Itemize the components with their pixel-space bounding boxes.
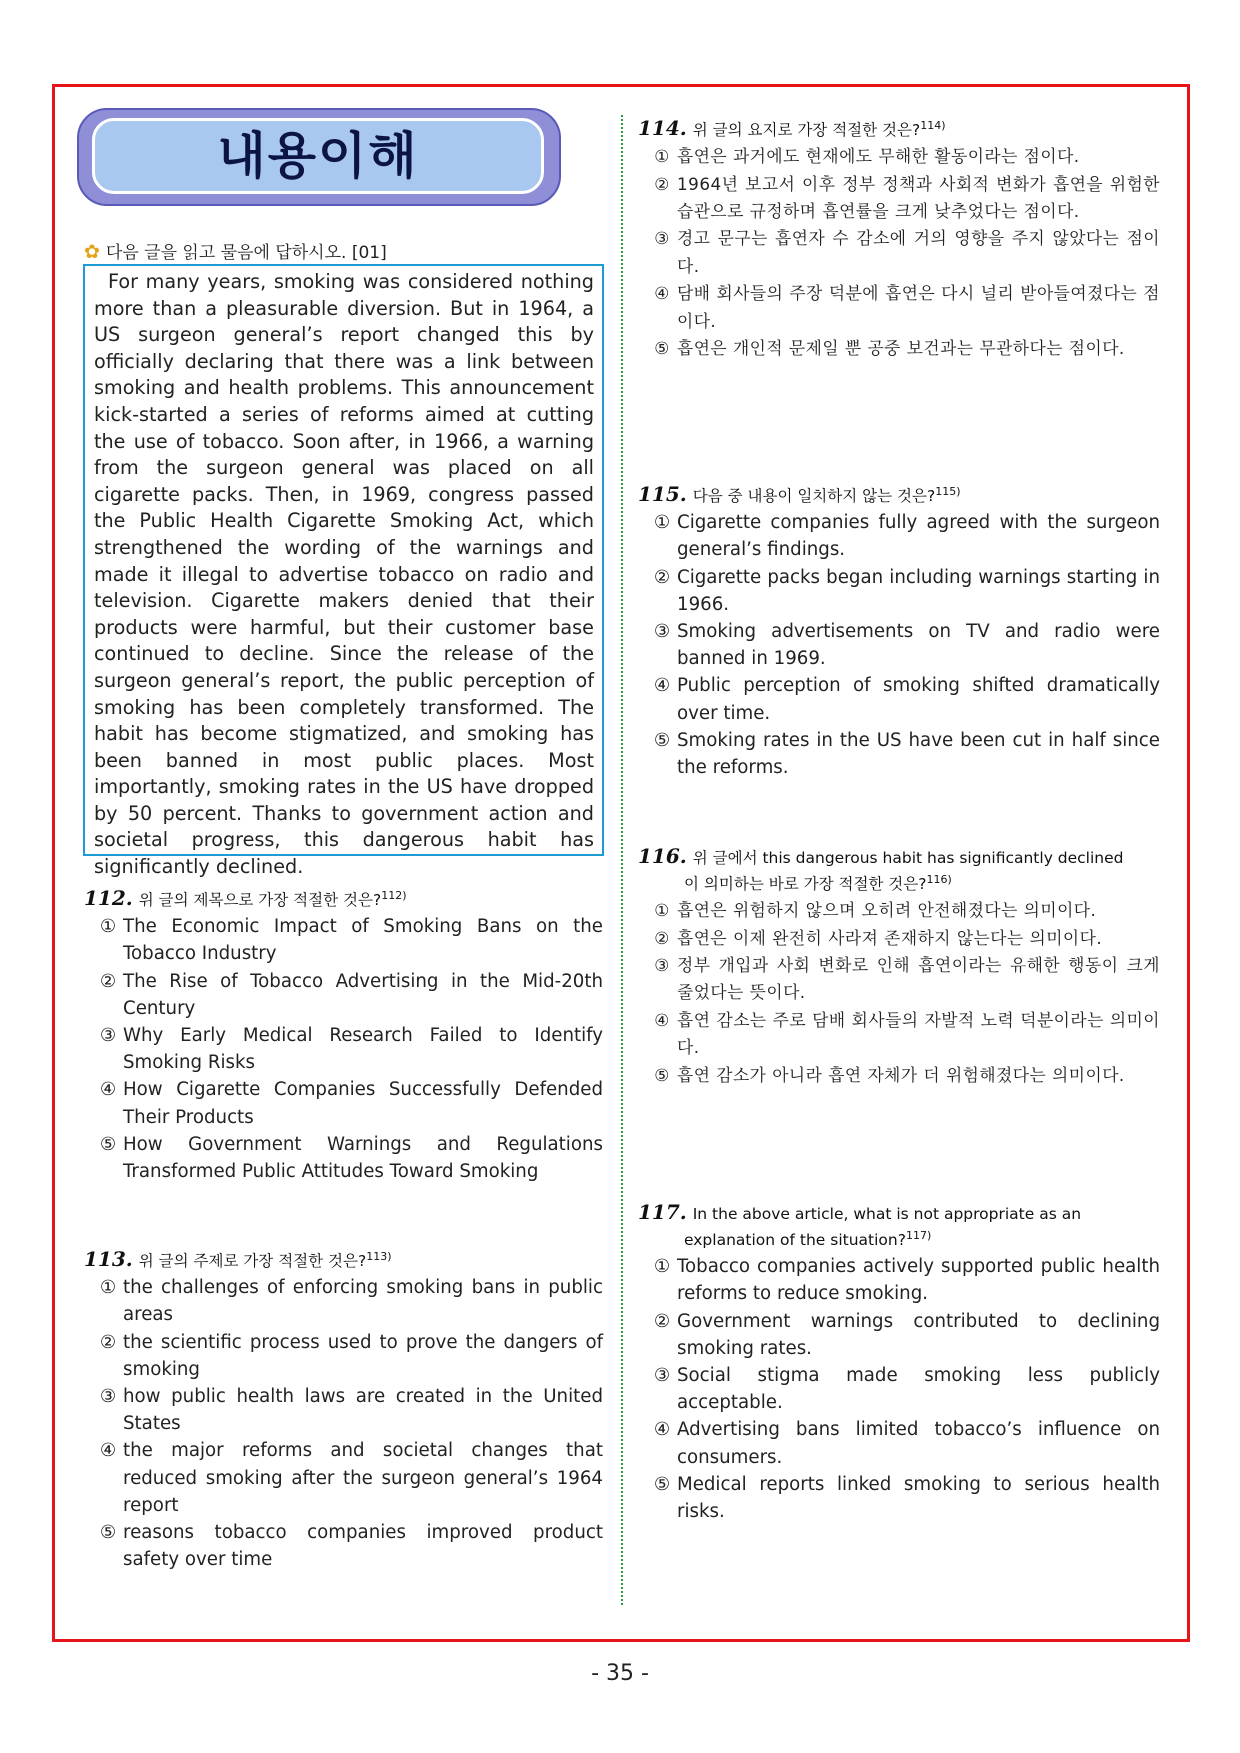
option-list: [638, 1253, 1160, 1525]
question-113: [84, 1246, 603, 1573]
option-text: Advertising bans limited tobacco’s influence on consumers.: [677, 1419, 1160, 1468]
option-list: [638, 509, 1160, 781]
question-number: 115.: [638, 482, 687, 507]
option-marker: ①: [99, 1277, 117, 1299]
option-1[interactable]: [84, 913, 603, 967]
option-marker: ③: [99, 1385, 117, 1407]
option-text: 흡연 감소가 아니라 흡연 자체가 더 위험해졌다는 의미이다.: [677, 1064, 1125, 1085]
option-4[interactable]: [638, 1007, 1160, 1062]
question-prompt-cont: 이 의미하는 바로 가장 적절한 것은?: [684, 875, 927, 894]
option-text: the scientific process used to prove the dangers of smoking: [123, 1331, 603, 1380]
option-marker: ⑤: [654, 1064, 670, 1085]
option-text: Public perception of smoking shifted dramatically over time.: [677, 675, 1160, 724]
option-text: 흡연은 개인적 문제일 뿐 공중 보건과는 무관하다는 점이다.: [677, 338, 1125, 358]
option-list: [638, 897, 1160, 1089]
option-text: How Cigarette Companies Successfully Defended Their Products: [123, 1079, 603, 1128]
option-text: reasons tobacco companies improved product safety over time: [123, 1521, 603, 1571]
question-prompt: 다음 중 내용이 일치하지 않는 것은?: [692, 487, 936, 506]
reading-passage: [83, 264, 604, 879]
option-4[interactable]: [84, 1437, 603, 1519]
instruction: [84, 238, 387, 263]
option-text: Why Early Medical Research Failed to Identify Smoking Risks: [123, 1024, 603, 1074]
option-text: the major reforms and societal changes that reduced smoking after the surgeon general’s 1964 report: [123, 1440, 603, 1516]
option-text: Cigarette packs began including warnings starting in 1966.: [677, 566, 1160, 615]
option-text: The Rise of Tobacco Advertising in the Mid-20th Century: [123, 970, 603, 1019]
option-marker: ④: [99, 1440, 117, 1462]
option-2[interactable]: [638, 925, 1160, 952]
question-prompt: 위 글에서 this dangerous habit has significantly declined: [692, 849, 1124, 867]
option-text: Government warnings contributed to declining smoking rates.: [677, 1310, 1160, 1359]
option-2[interactable]: [84, 968, 603, 1022]
column-divider: [621, 115, 623, 1605]
option-text: Smoking rates in the US have been cut in half since the reforms.: [677, 729, 1160, 778]
option-marker: ③: [654, 228, 670, 249]
option-text: 흡연은 위험하지 않으며 오히려 안전해졌다는 의미이다.: [677, 900, 1097, 921]
passage-text: For many years, smoking was considered nothing more than a pleasurable diversion. But in 1964, a US surgeon general’s report changed this by officially declaring that there was a link between smoking and health problems. This announcement kick-started a series of reforms aimed at cutting the use of tobacco. Soon after, in 1966, a warning from the surgeon general was placed on all cigarette packs. Then, in 1969, congress passed the Public Health Cigarette Smoking Act, which strengthened the wording of the warnings and made it illegal to advertise tobacco on radio and television. Cigarette makers denied that their products were harmful, but their customer base continued to decline. Since the release of the surgeon general’s report, the public perception of smoking has been completely transformed. The habit has become stigmatized, and smoking has been banned in most public places. Most importantly, smoking rates in the US have dropped by 50 percent. Thanks to government action and societal progress, this dangerous habit has significantly declined.: [94, 270, 594, 879]
option-marker: ①: [654, 146, 670, 167]
option-marker: ⑤: [653, 729, 671, 751]
option-3[interactable]: [638, 618, 1160, 672]
option-1[interactable]: [638, 143, 1160, 170]
question-header-line2: [638, 1225, 1160, 1251]
option-list: [84, 913, 603, 1185]
option-marker: ②: [653, 1310, 671, 1332]
option-marker: ①: [653, 1256, 671, 1278]
option-text: 정부 개입과 사회 변화로 인해 흡연이라는 유해한 행동이 크게 줄었다는 뜻이다.: [677, 954, 1160, 1003]
option-marker: ①: [654, 900, 670, 921]
question-number: 116.: [638, 844, 687, 868]
option-1[interactable]: [84, 1274, 603, 1328]
option-5[interactable]: [84, 1519, 603, 1573]
option-text: how public health laws are created in the United States: [123, 1385, 603, 1435]
option-2[interactable]: [638, 1308, 1160, 1362]
option-text: 흡연 감소는 주로 담배 회사들의 자발적 노력 덕분이라는 의미이다.: [677, 1009, 1160, 1058]
option-4[interactable]: [638, 672, 1160, 726]
footnote-ref: 115): [935, 485, 961, 498]
option-text: How Government Warnings and Regulations Transformed Public Attitudes Toward Smoking: [123, 1133, 603, 1182]
option-marker: ⑤: [653, 1473, 671, 1495]
option-2[interactable]: [84, 1329, 603, 1383]
option-marker: ⑤: [654, 338, 670, 358]
option-4[interactable]: [638, 280, 1160, 335]
footnote-ref: 113): [366, 1250, 392, 1263]
option-text: Smoking advertisements on TV and radio were banned in 1969.: [677, 620, 1160, 670]
option-marker: ③: [99, 1024, 117, 1046]
page-title: 내용이해: [217, 127, 419, 185]
option-marker: ②: [99, 1331, 117, 1353]
option-5[interactable]: [84, 1131, 603, 1185]
option-text: 경고 문구는 흡연자 수 감소에 거의 영향을 주지 않았다는 점이다.: [677, 228, 1160, 276]
option-1[interactable]: [638, 509, 1160, 563]
question-115: [638, 481, 1160, 781]
option-list: [638, 143, 1160, 362]
option-text: Social stigma made smoking less publicly acceptable.: [677, 1364, 1160, 1414]
question-prompt: 위 글의 제목으로 가장 적절한 것은?: [138, 891, 382, 910]
option-2[interactable]: [638, 564, 1160, 618]
question-header: [84, 885, 603, 911]
option-marker: ②: [99, 970, 117, 992]
option-marker: ④: [653, 675, 671, 697]
question-prompt: 위 글의 주제로 가장 적절한 것은?: [138, 1252, 367, 1271]
question-116: [638, 845, 1160, 1089]
option-3[interactable]: [84, 1022, 603, 1076]
question-number: 113.: [84, 1247, 133, 1272]
question-number: 117.: [638, 1200, 687, 1224]
option-text: 담배 회사들의 주장 덕분에 흡연은 다시 널리 받아들여졌다는 점이다.: [677, 283, 1160, 331]
option-marker: ③: [654, 954, 670, 975]
option-text: 1964년 보고서 이후 정부 정책과 사회적 변화가 흡연을 위험한 습관으로 규정하며 흡연률을 크게 낮추었다는 점이다.: [677, 173, 1160, 221]
option-3[interactable]: [638, 952, 1160, 1007]
option-text: the challenges of enforcing smoking bans in public areas: [123, 1277, 603, 1326]
option-marker: ②: [654, 173, 670, 194]
option-marker: ⑤: [99, 1133, 117, 1155]
question-header: [84, 1246, 603, 1272]
question-117: [638, 1201, 1160, 1525]
option-marker: ④: [653, 1419, 671, 1441]
option-3[interactable]: [638, 1362, 1160, 1416]
question-prompt: In the above article, what is not appropriate as an: [692, 1205, 1082, 1223]
option-3[interactable]: [638, 225, 1160, 280]
instruction-text: 다음 글을 읽고 물음에 답하시오. [01]: [105, 243, 387, 263]
question-header: [638, 481, 1160, 507]
option-text: 흡연은 과거에도 현재에도 무해한 활동이라는 점이다.: [677, 146, 1080, 167]
option-text: Tobacco companies actively supported public health reforms to reduce smoking.: [677, 1256, 1160, 1305]
question-prompt: 위 글의 요지로 가장 적절한 것은?: [692, 121, 921, 140]
option-marker: ②: [654, 927, 670, 948]
option-text: The Economic Impact of Smoking Bans on the Tobacco Industry: [123, 916, 603, 965]
option-marker: ④: [654, 283, 670, 304]
option-marker: ⑤: [99, 1521, 117, 1543]
footnote-ref: 117): [905, 1229, 932, 1242]
option-5[interactable]: [638, 727, 1160, 781]
option-1[interactable]: [638, 1253, 1160, 1307]
footnote-ref: 116): [926, 873, 952, 886]
option-marker: ①: [99, 916, 117, 938]
footnote-ref: 112): [381, 889, 407, 902]
option-marker: ④: [99, 1079, 117, 1101]
question-header: [638, 115, 1160, 141]
question-number: 114.: [638, 116, 687, 141]
question-114: [638, 115, 1160, 362]
question-number: 112.: [84, 886, 133, 911]
option-5[interactable]: [638, 1471, 1160, 1525]
option-marker: ④: [654, 1009, 670, 1030]
option-text: Medical reports linked smoking to serious health risks.: [677, 1473, 1160, 1522]
question-112: [84, 885, 603, 1185]
option-marker: ①: [653, 512, 671, 534]
option-4[interactable]: [84, 1076, 603, 1130]
question-header: [638, 845, 1160, 869]
option-list: [84, 1274, 603, 1573]
option-text: Cigarette companies fully agreed with the surgeon general’s findings.: [677, 512, 1160, 561]
option-2[interactable]: [638, 171, 1160, 226]
question-header: [638, 1201, 1160, 1225]
option-marker: ③: [653, 620, 671, 642]
option-3[interactable]: [84, 1383, 603, 1437]
question-prompt-cont: explanation of the situation?: [684, 1231, 906, 1250]
option-text: 흡연은 이제 완전히 사라져 존재하지 않는다는 의미이다.: [677, 927, 1103, 948]
option-marker: ②: [653, 566, 671, 588]
question-header-line2: [638, 869, 1160, 895]
option-4[interactable]: [638, 1416, 1160, 1470]
option-marker: ③: [653, 1364, 671, 1386]
page-number: - 35 -: [591, 1661, 649, 1686]
option-5[interactable]: [638, 1062, 1160, 1089]
option-5[interactable]: [638, 335, 1160, 362]
option-1[interactable]: [638, 897, 1160, 924]
footnote-ref: 114): [920, 119, 946, 132]
flower-icon: ✿: [84, 241, 100, 263]
